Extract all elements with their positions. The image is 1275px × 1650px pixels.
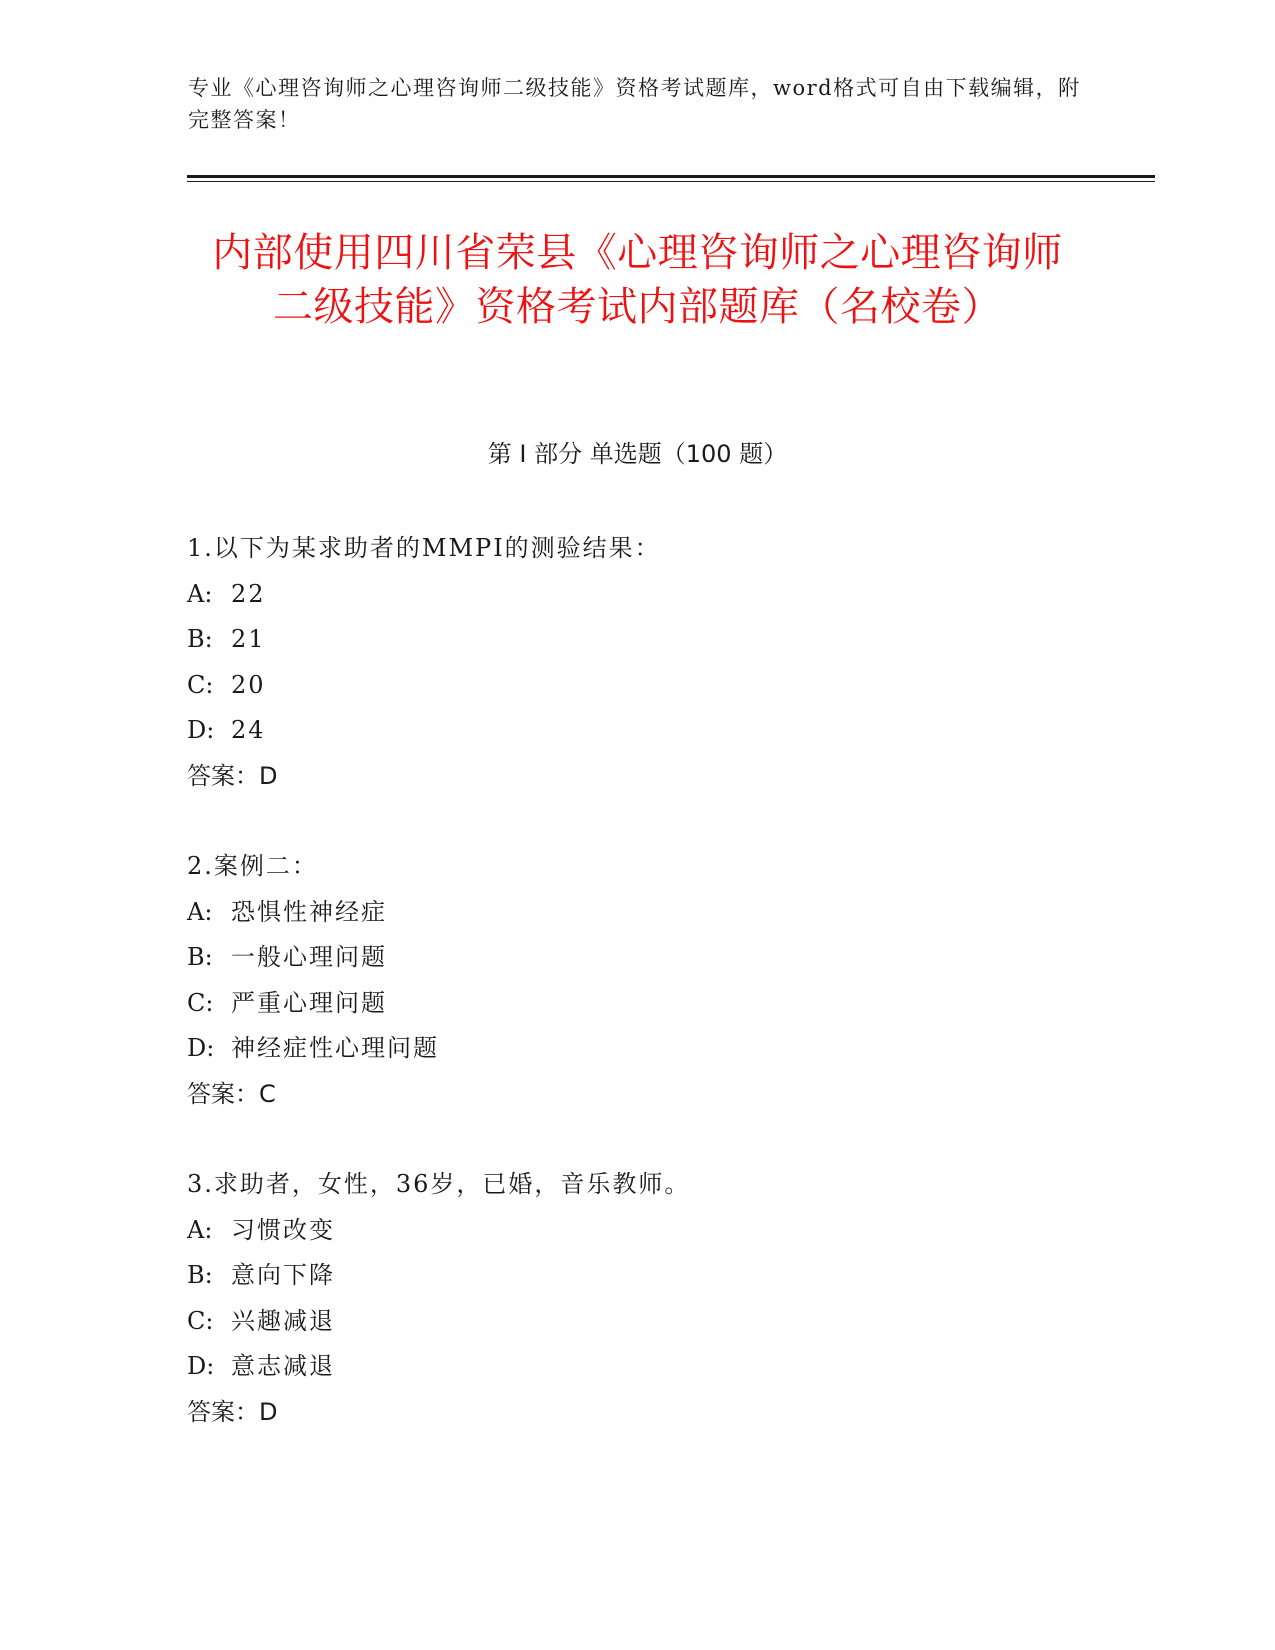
option-text: 兴趣减退 bbox=[231, 1306, 335, 1335]
header-note: 专业《心理咨询师之心理咨询师二级技能》资格考试题库，word格式可自由下载编辑，附完整答案！ bbox=[188, 76, 1081, 132]
question-stem: 2.案例二： bbox=[187, 852, 318, 880]
option-row bbox=[187, 663, 1137, 709]
option-letter: A: bbox=[187, 579, 213, 608]
option-row bbox=[187, 981, 1137, 1027]
option-row bbox=[187, 890, 1137, 936]
option-letter: A: bbox=[187, 1215, 213, 1244]
question-item bbox=[187, 844, 1137, 1117]
answer-line: 答案：D bbox=[187, 1397, 278, 1426]
option-letter: C: bbox=[187, 1306, 214, 1335]
option-row bbox=[187, 1026, 1137, 1072]
option-row bbox=[187, 1344, 1137, 1390]
question-list bbox=[187, 526, 1137, 1480]
header-divider-thin bbox=[187, 181, 1155, 182]
question-stem: 1.以下为某求助者的MMPI的测验结果： bbox=[187, 534, 661, 562]
option-text: 意向下降 bbox=[231, 1261, 335, 1289]
option-text: 恐惧性神经症 bbox=[231, 897, 387, 926]
question-stem: 3.求助者，女性，36岁，已婚，音乐教师。 bbox=[187, 1170, 691, 1198]
option-text: 21 bbox=[231, 625, 266, 653]
option-letter: B: bbox=[187, 943, 213, 971]
option-text: 一般心理问题 bbox=[231, 943, 387, 971]
option-letter: B: bbox=[187, 1261, 213, 1289]
option-letter: C: bbox=[187, 988, 214, 1017]
answer-line: 答案：C bbox=[187, 1079, 276, 1108]
option-row bbox=[187, 572, 1137, 618]
option-row bbox=[187, 1253, 1137, 1299]
option-text: 20 bbox=[231, 670, 266, 699]
option-text: 严重心理问题 bbox=[231, 988, 387, 1017]
option-letter: C: bbox=[187, 670, 214, 699]
option-row bbox=[187, 708, 1137, 754]
option-text: 24 bbox=[231, 716, 266, 744]
question-item bbox=[187, 1162, 1137, 1435]
question-item bbox=[187, 526, 1137, 799]
option-row bbox=[187, 1208, 1137, 1254]
option-text: 意志减退 bbox=[231, 1352, 335, 1380]
option-text: 习惯改变 bbox=[231, 1215, 335, 1244]
answer-line: 答案：D bbox=[187, 761, 278, 790]
option-letter: D: bbox=[187, 1352, 215, 1380]
option-row bbox=[187, 1299, 1137, 1345]
option-letter: D: bbox=[187, 716, 215, 744]
option-text: 神经症性心理问题 bbox=[231, 1034, 439, 1062]
section-title: 第 I 部分 单选题（100 题） bbox=[487, 440, 788, 468]
option-text: 22 bbox=[231, 579, 266, 608]
option-row bbox=[187, 935, 1137, 981]
header-divider-thick bbox=[187, 175, 1155, 178]
option-letter: D: bbox=[187, 1034, 215, 1062]
option-letter: B: bbox=[187, 625, 213, 653]
option-letter: A: bbox=[187, 897, 213, 926]
document-title: 内部使用四川省荣县《心理咨询师之心理咨询师二级技能》资格考试内部题库（名校卷） bbox=[212, 230, 1063, 330]
option-row bbox=[187, 617, 1137, 663]
